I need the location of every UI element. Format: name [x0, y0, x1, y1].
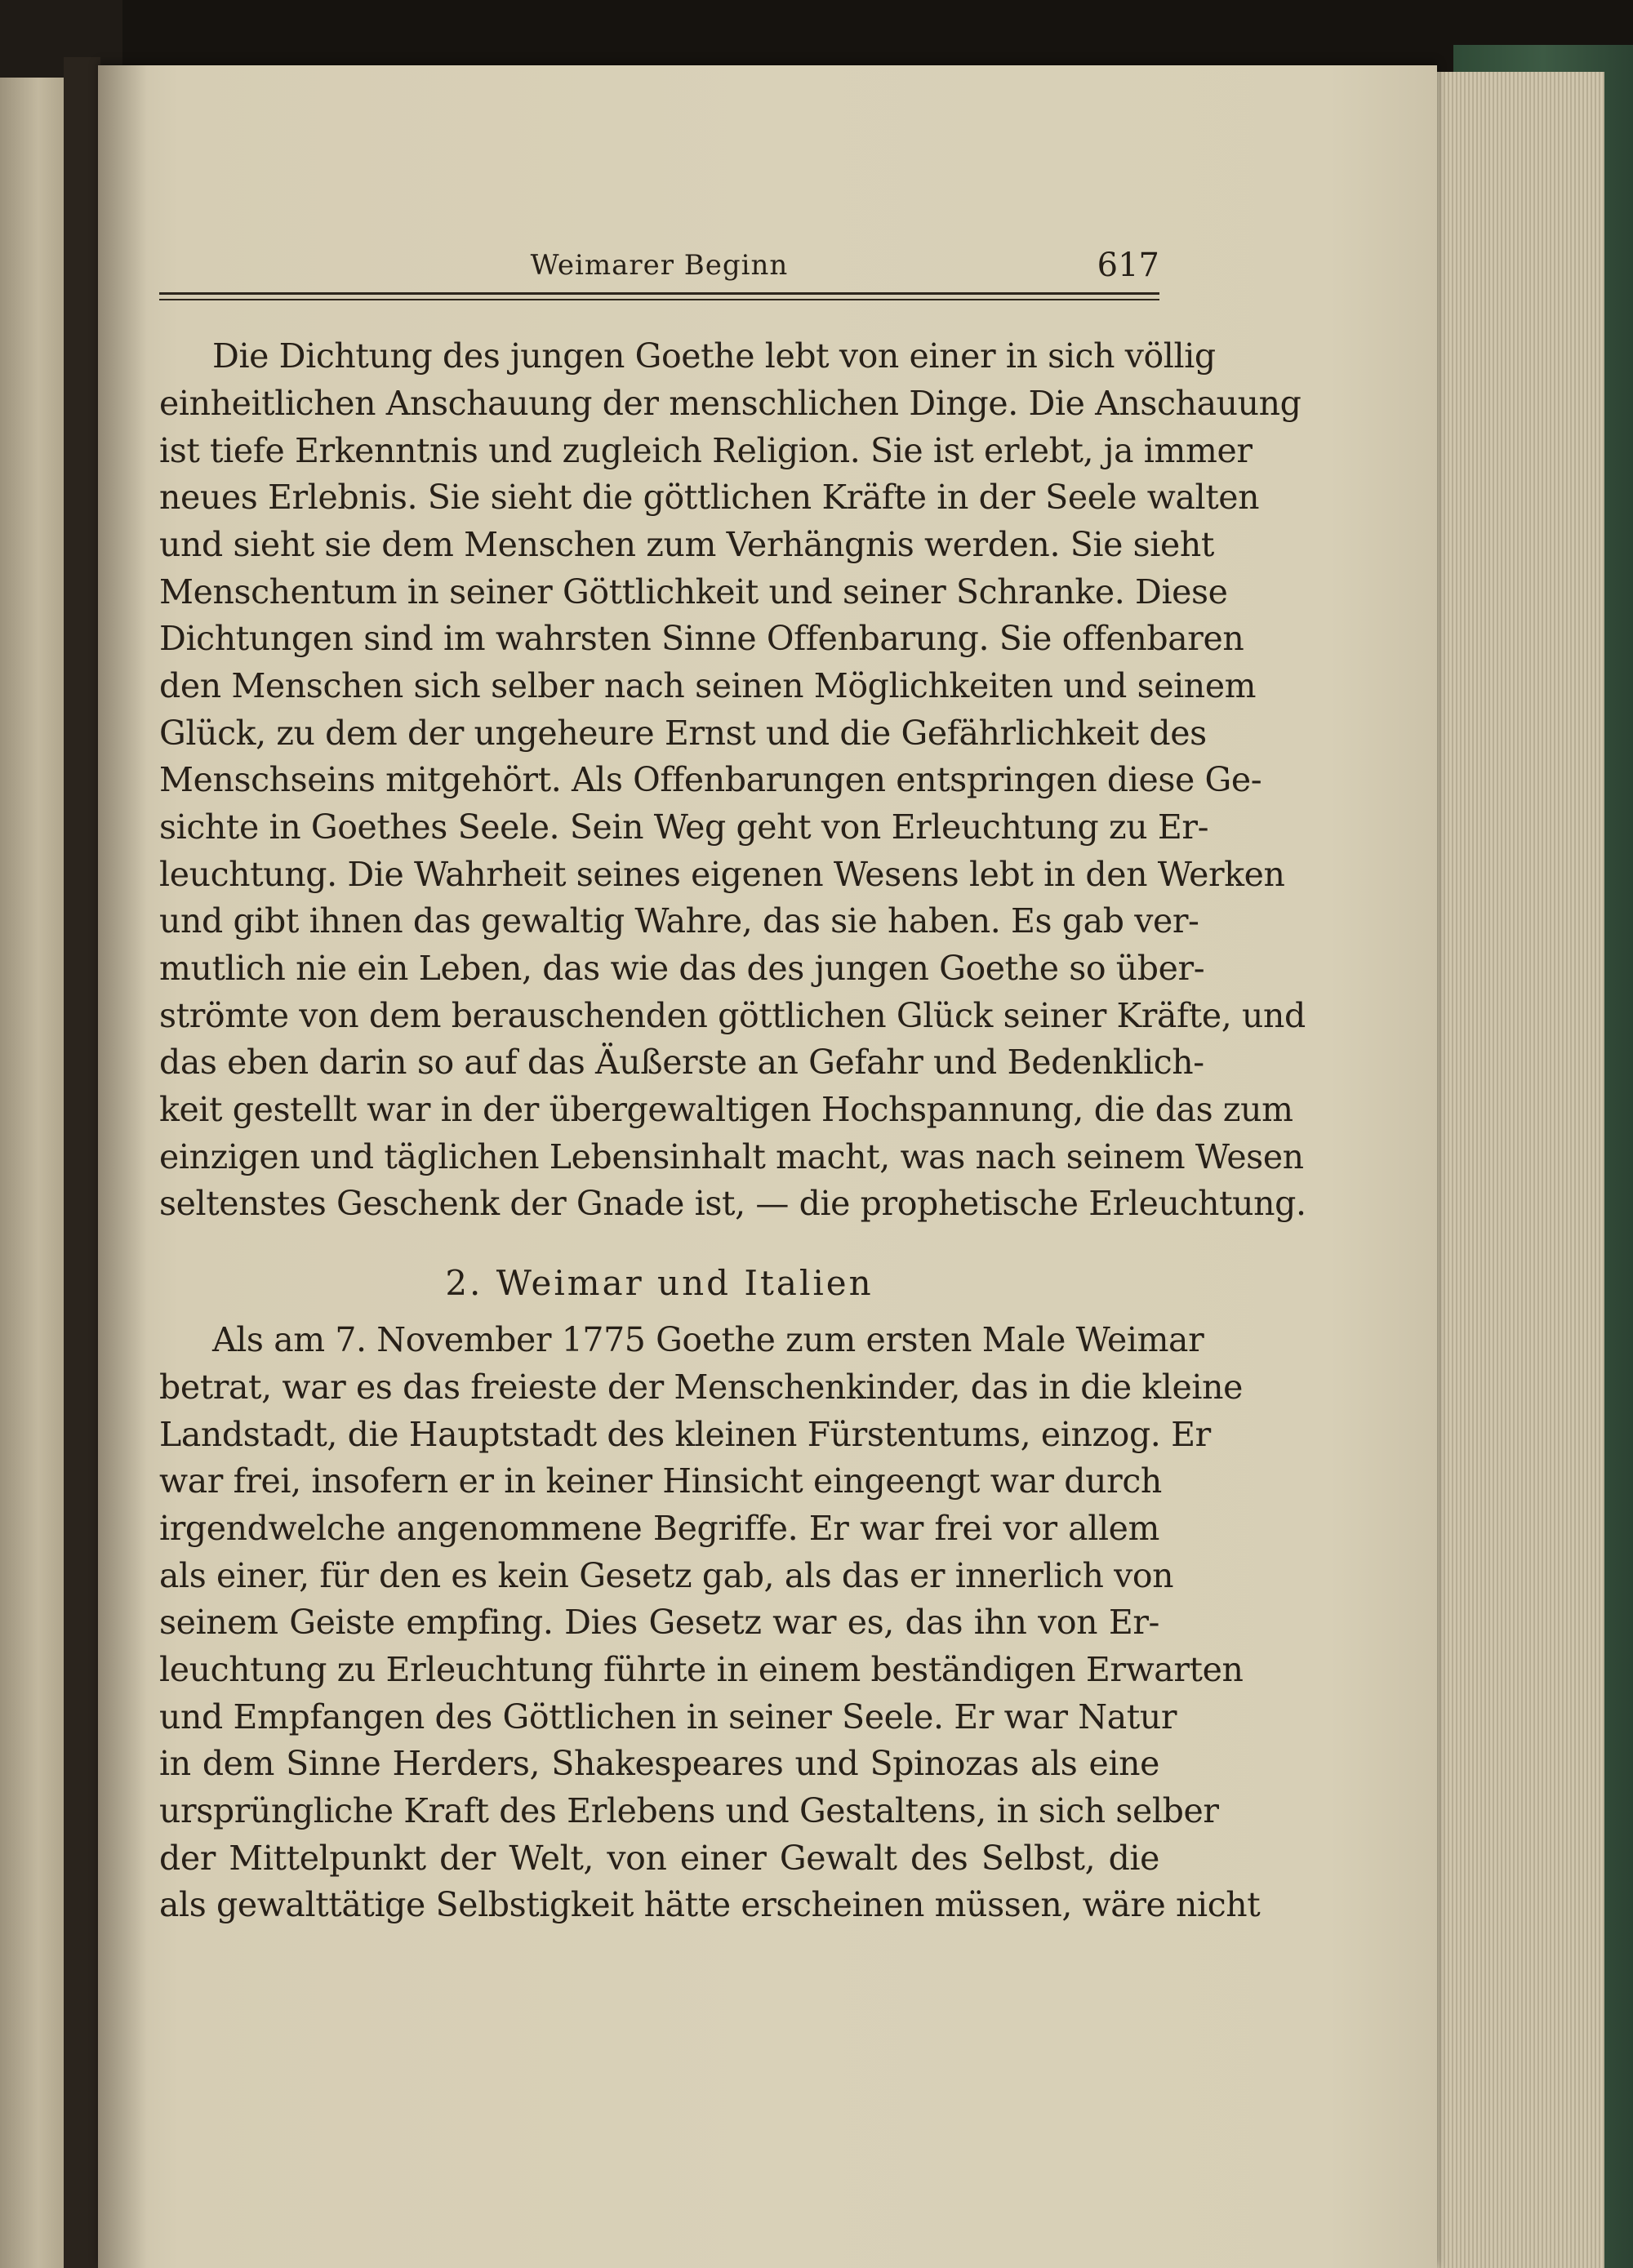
text-line: neues Erlebnis. Sie sieht die göttlichen Kräfte in der Seele walten: [159, 478, 1260, 517]
text-line: und gibt ihnen das gewaltig Wahre, das sie haben. Es gab ver-: [159, 901, 1199, 941]
text-line: und Empfangen des Göttlichen in seiner Seele. Er war Natur: [159, 1697, 1177, 1737]
text-line: einheitlichen Anschauung der menschlichen Dinge. Die Anschauung: [159, 384, 1302, 423]
text-line: Die Dichtung des jungen Goethe lebt von einer in sich völlig: [212, 336, 1216, 376]
header-rule: [159, 292, 1159, 295]
text-line: und sieht sie dem Menschen zum Verhängnis werden. Sie sieht: [159, 525, 1214, 564]
text-line: irgendwelche angenommene Begriffe. Er war frei vor allem: [159, 1509, 1159, 1548]
page-number: 617: [1097, 247, 1159, 284]
text-line: das eben darin so auf das Äußerste an Gefahr und Bedenklich-: [159, 1043, 1204, 1082]
text-line: Glück, zu dem der ungeheure Ernst und die Gefährlichkeit des: [159, 714, 1207, 753]
text-line: betrat, war es das freieste der Menschenkinder, das in die kleine: [159, 1367, 1243, 1407]
page-block-edges: [1421, 72, 1604, 2268]
text-line: Als am 7. November 1775 Goethe zum ersten Male Weimar: [212, 1320, 1204, 1359]
header-rule-double: [159, 299, 1159, 300]
text-line: leuchtung. Die Wahrheit seines eigenen Wesens lebt in den Werken: [159, 855, 1285, 894]
text-line: einzigen und täglichen Lebensinhalt macht, was nach seinem Wesen: [159, 1137, 1304, 1176]
text-line: ist tiefe Erkenntnis und zugleich Religion. Sie ist erlebt, ja immer: [159, 431, 1253, 470]
text-line: Landstadt, die Hauptstadt des kleinen Fürstentums, einzog. Er: [159, 1415, 1211, 1454]
text-line: strömte von dem berauschenden göttlichen Glück seiner Kräfte, und: [159, 996, 1306, 1035]
section-heading: 2. Weimar und Italien: [445, 1263, 874, 1303]
text-line: seltenstes Geschenk der Gnade ist, — die prophetische Erleuchtung.: [159, 1184, 1306, 1223]
text-line: Menschseins mitgehört. Als Offenbarungen entspringen diese Ge-: [159, 760, 1262, 799]
text-line: als einer, für den es kein Gesetz gab, als das er innerlich von: [159, 1556, 1174, 1595]
text-line: seinem Geiste empfing. Dies Gesetz war es, das ihn von Er-: [159, 1603, 1159, 1642]
book-gutter: [64, 57, 100, 2268]
text-line: war frei, insofern er in keiner Hinsicht eingeengt war durch: [159, 1461, 1162, 1501]
text-line: in dem Sinne Herders, Shakespeares und Spinozas als eine: [159, 1744, 1159, 1783]
page-header: [159, 245, 1159, 294]
text-line: den Menschen sich selber nach seinen Möglichkeiten und seinem: [159, 666, 1257, 705]
text-line: Menschentum in seiner Göttlichkeit und seiner Schranke. Diese: [159, 572, 1228, 611]
left-page-edge: [0, 78, 64, 2268]
text-line: der Mittelpunkt der Welt, von einer Gewalt des Selbst, die: [159, 1839, 1159, 1878]
text-line: sichte in Goethes Seele. Sein Weg geht von Erleuchtung zu Er-: [159, 807, 1209, 847]
text-line: leuchtung zu Erleuchtung führte in einem beständigen Erwarten: [159, 1650, 1244, 1689]
text-line: Dichtungen sind im wahrsten Sinne Offenbarung. Sie offenbaren: [159, 619, 1244, 658]
text-line: keit gestellt war in der übergewaltigen Hochspannung, die das zum: [159, 1090, 1293, 1129]
text-line: ursprüngliche Kraft des Erlebens und Gestaltens, in sich selber: [159, 1791, 1219, 1830]
running-title: Weimarer Beginn: [530, 249, 789, 282]
text-line: mutlich nie ein Leben, das wie das des jungen Goethe so über-: [159, 949, 1205, 988]
text-line: als gewalttätige Selbstigkeit hätte erscheinen müssen, wäre nicht: [159, 1885, 1261, 1924]
